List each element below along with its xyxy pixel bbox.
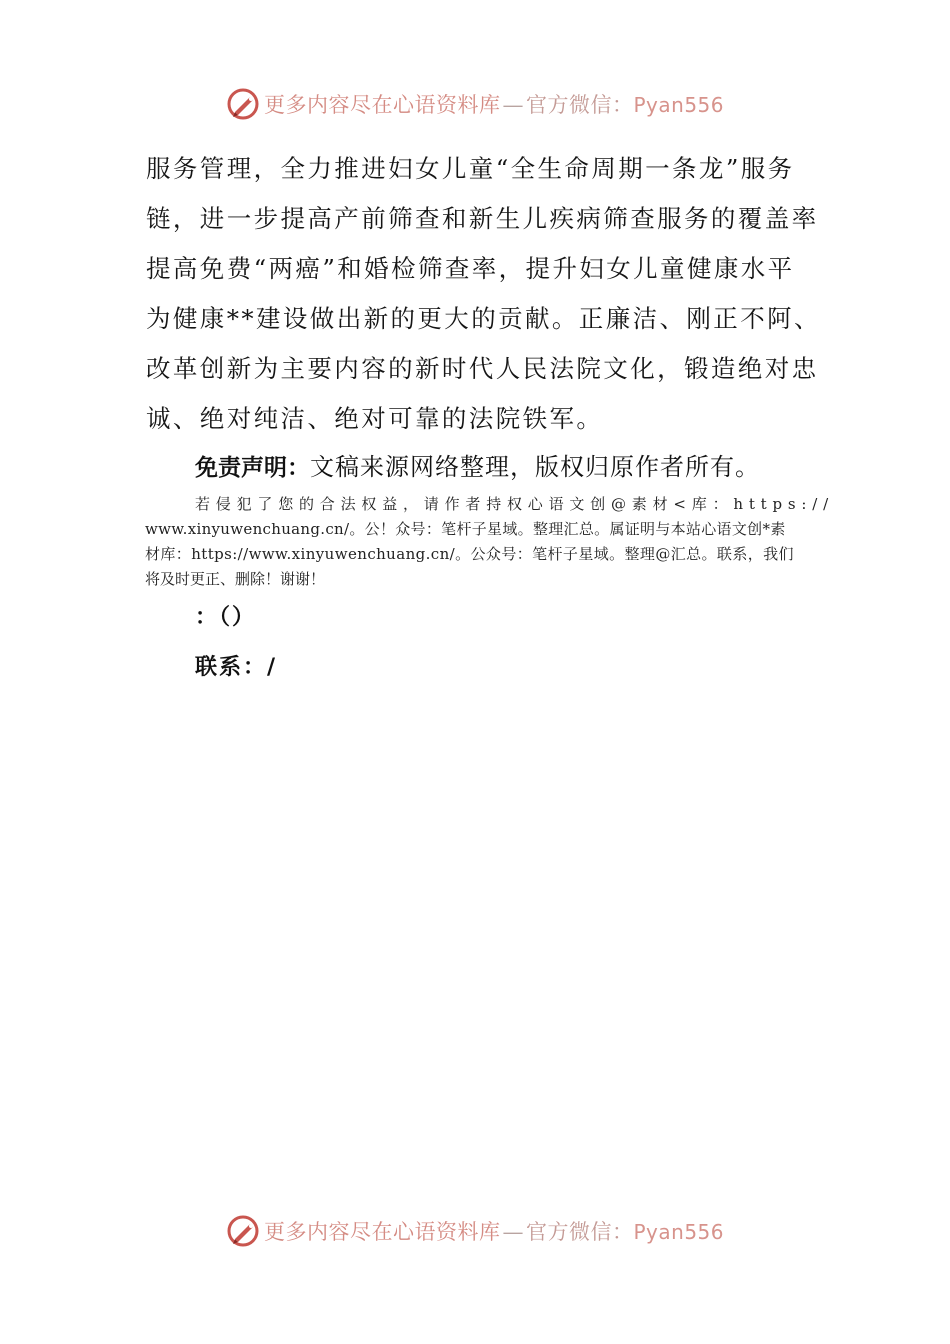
banner-text (264, 1216, 724, 1246)
body-line: 改革创新为主要内容的新时代人民法院文化，锻造绝对忠 (146, 354, 819, 383)
contact-line: 联系：/ (195, 655, 278, 680)
banner-dash: — (502, 93, 524, 117)
banner-main-text: 更多内容尽在心语资料库 (263, 93, 501, 117)
pen-logo-icon (226, 1214, 260, 1248)
banner-dash: — (502, 1220, 524, 1244)
banner-main-text: 更多内容尽在心语资料库 (263, 1220, 501, 1244)
banner-wechat-id: Pyan556 (633, 1220, 724, 1244)
body-line: 诚、绝对纯洁、绝对可靠的法院铁军。 (146, 404, 604, 433)
banner-wechat-label: 官方微信： (525, 93, 634, 117)
body-line: 服务管理，全力推进妇女儿童“全生命周期一条龙”服务 (146, 154, 795, 183)
disclaimer-heading (195, 447, 760, 488)
notice-line: 将及时更正、删除！谢谢！ (145, 570, 326, 588)
notice-line: www.xinyuwenchuang.cn/。公！众号：笔杆子星域。整理汇总。属证明与本站心语文创*素 (145, 520, 786, 538)
banner-text (264, 89, 724, 119)
header-banner (0, 84, 950, 124)
disclaimer-text: 文稿来源网络整理，版权归原作者所有。 (310, 453, 760, 481)
footer-banner (0, 1211, 950, 1251)
copyright-notice (145, 492, 834, 592)
notice-line: 材库：https://www.xinyuwenchuang.cn/。公众号：笔杆子星域。整理@汇总。联系，我们 (145, 545, 794, 563)
disclaimer-label: 免责声明： (195, 455, 310, 481)
empty-field-line: ：（） (195, 605, 257, 630)
body-line: 链，进一步提高产前筛查和新生儿疾病筛查服务的覆盖率 (146, 204, 819, 233)
body-line: 提高免费“两癌”和婚检筛查率，提升妇女儿童健康水平 (146, 254, 795, 283)
notice-line: 若侵犯了您的合法权益，请作者持权心语文创@素材<库：https:// (195, 495, 834, 513)
body-line: 为健康**建设做出新的更大的贡献。正廉洁、刚正不阿、 (146, 304, 821, 333)
body-paragraph (146, 144, 821, 444)
banner-wechat-label: 官方微信： (525, 1220, 634, 1244)
banner-wechat-id: Pyan556 (633, 93, 724, 117)
pen-logo-icon (226, 87, 260, 121)
